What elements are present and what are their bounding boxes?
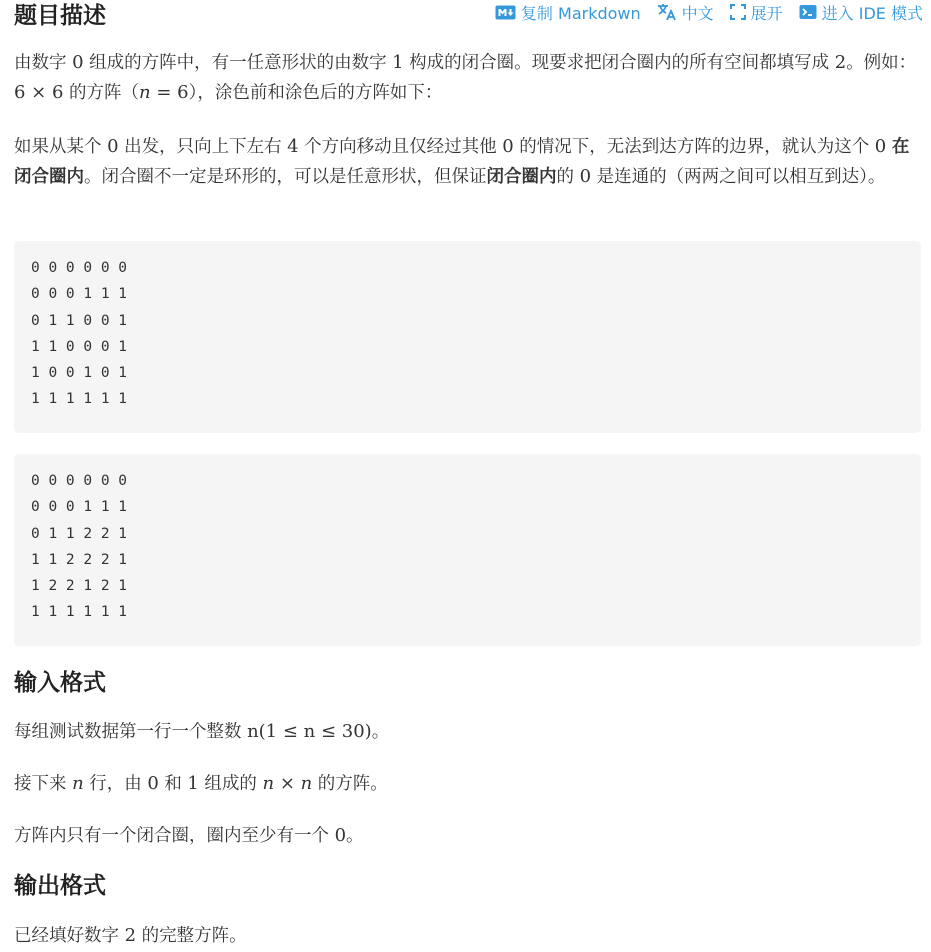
expand-icon: [730, 4, 746, 20]
expand-button[interactable]: [730, 1, 783, 24]
expand-label: 展开: [750, 3, 783, 23]
matrix-row: 0 0 0 0 0 0: [31, 473, 128, 489]
input-format-heading: 输入格式: [14, 670, 106, 696]
matrix-row: 1 1 2 2 2 1: [31, 551, 128, 568]
matrix-row: 1 1 1 1 1 1: [31, 391, 128, 408]
matrix-row: 0 0 0 0 0 0: [31, 260, 128, 276]
ide-mode-label: 进入 IDE 模式: [821, 3, 923, 23]
ide-mode-button[interactable]: [799, 1, 923, 24]
matrix-before-code-block: [14, 241, 921, 433]
input-format-line-2: 接下来 n 行，由 0 和 1 组成的 n × n 的方阵。: [14, 773, 388, 794]
matrix-row: 1 1 1 1 1 1: [31, 604, 128, 621]
matrix-row: 1 2 2 1 2 1: [31, 578, 128, 595]
copy-markdown-label: 复制 Markdown: [520, 3, 641, 23]
copy-markdown-button[interactable]: [495, 1, 641, 24]
markdown-icon: [495, 5, 516, 20]
matrix-row: 1 0 0 1 0 1: [31, 365, 128, 382]
translate-icon: [657, 3, 677, 21]
description-paragraph-2: 如果从某个 0 出发，只向上下左右 4 个方向移动且仅经过其他 0 的情况下，无法到达方阵的边界，就认为这个 0 在闭合圈内。闭合圈不一定是环形的，可以是任意形状，但保证闭合圈内的 0 是连通的（两两之间可以相互到达）。: [14, 136, 910, 187]
header: [0, 0, 931, 32]
language-label: 中文: [681, 3, 714, 23]
matrix-row: 0 0 0 1 1 1: [31, 286, 128, 303]
input-format-line-1: 每组测试数据第一行一个整数 n(1 ≤ n ≤ 30)。: [14, 721, 390, 742]
terminal-icon: [799, 4, 817, 20]
matrix-row: 0 1 1 2 2 1: [31, 525, 128, 542]
input-format-line-3: 方阵内只有一个闭合圈，圈内至少有一个 0。: [14, 825, 364, 846]
output-format-heading: 输出格式: [14, 873, 106, 899]
output-format-line-1: 已经填好数字 2 的完整方阵。: [14, 925, 247, 946]
matrix-row: 0 1 1 0 0 1: [31, 312, 128, 329]
page-title: 题目描述: [14, 3, 106, 29]
header-actions: [495, 1, 923, 23]
matrix-row: 0 0 0 1 1 1: [31, 499, 128, 516]
matrix-row: 1 1 0 0 0 1: [31, 338, 128, 355]
matrix-after-code-block: [14, 454, 921, 646]
description-paragraph-1: 由数字 0 组成的方阵中，有一任意形状的由数字 1 构成的闭合圈。现要求把闭合圈内的所有空间都填写成 2。例如：6 × 6 的方阵（n = 6），涂色前和涂色后的方阵如下：: [14, 52, 917, 103]
language-button[interactable]: [657, 1, 714, 24]
